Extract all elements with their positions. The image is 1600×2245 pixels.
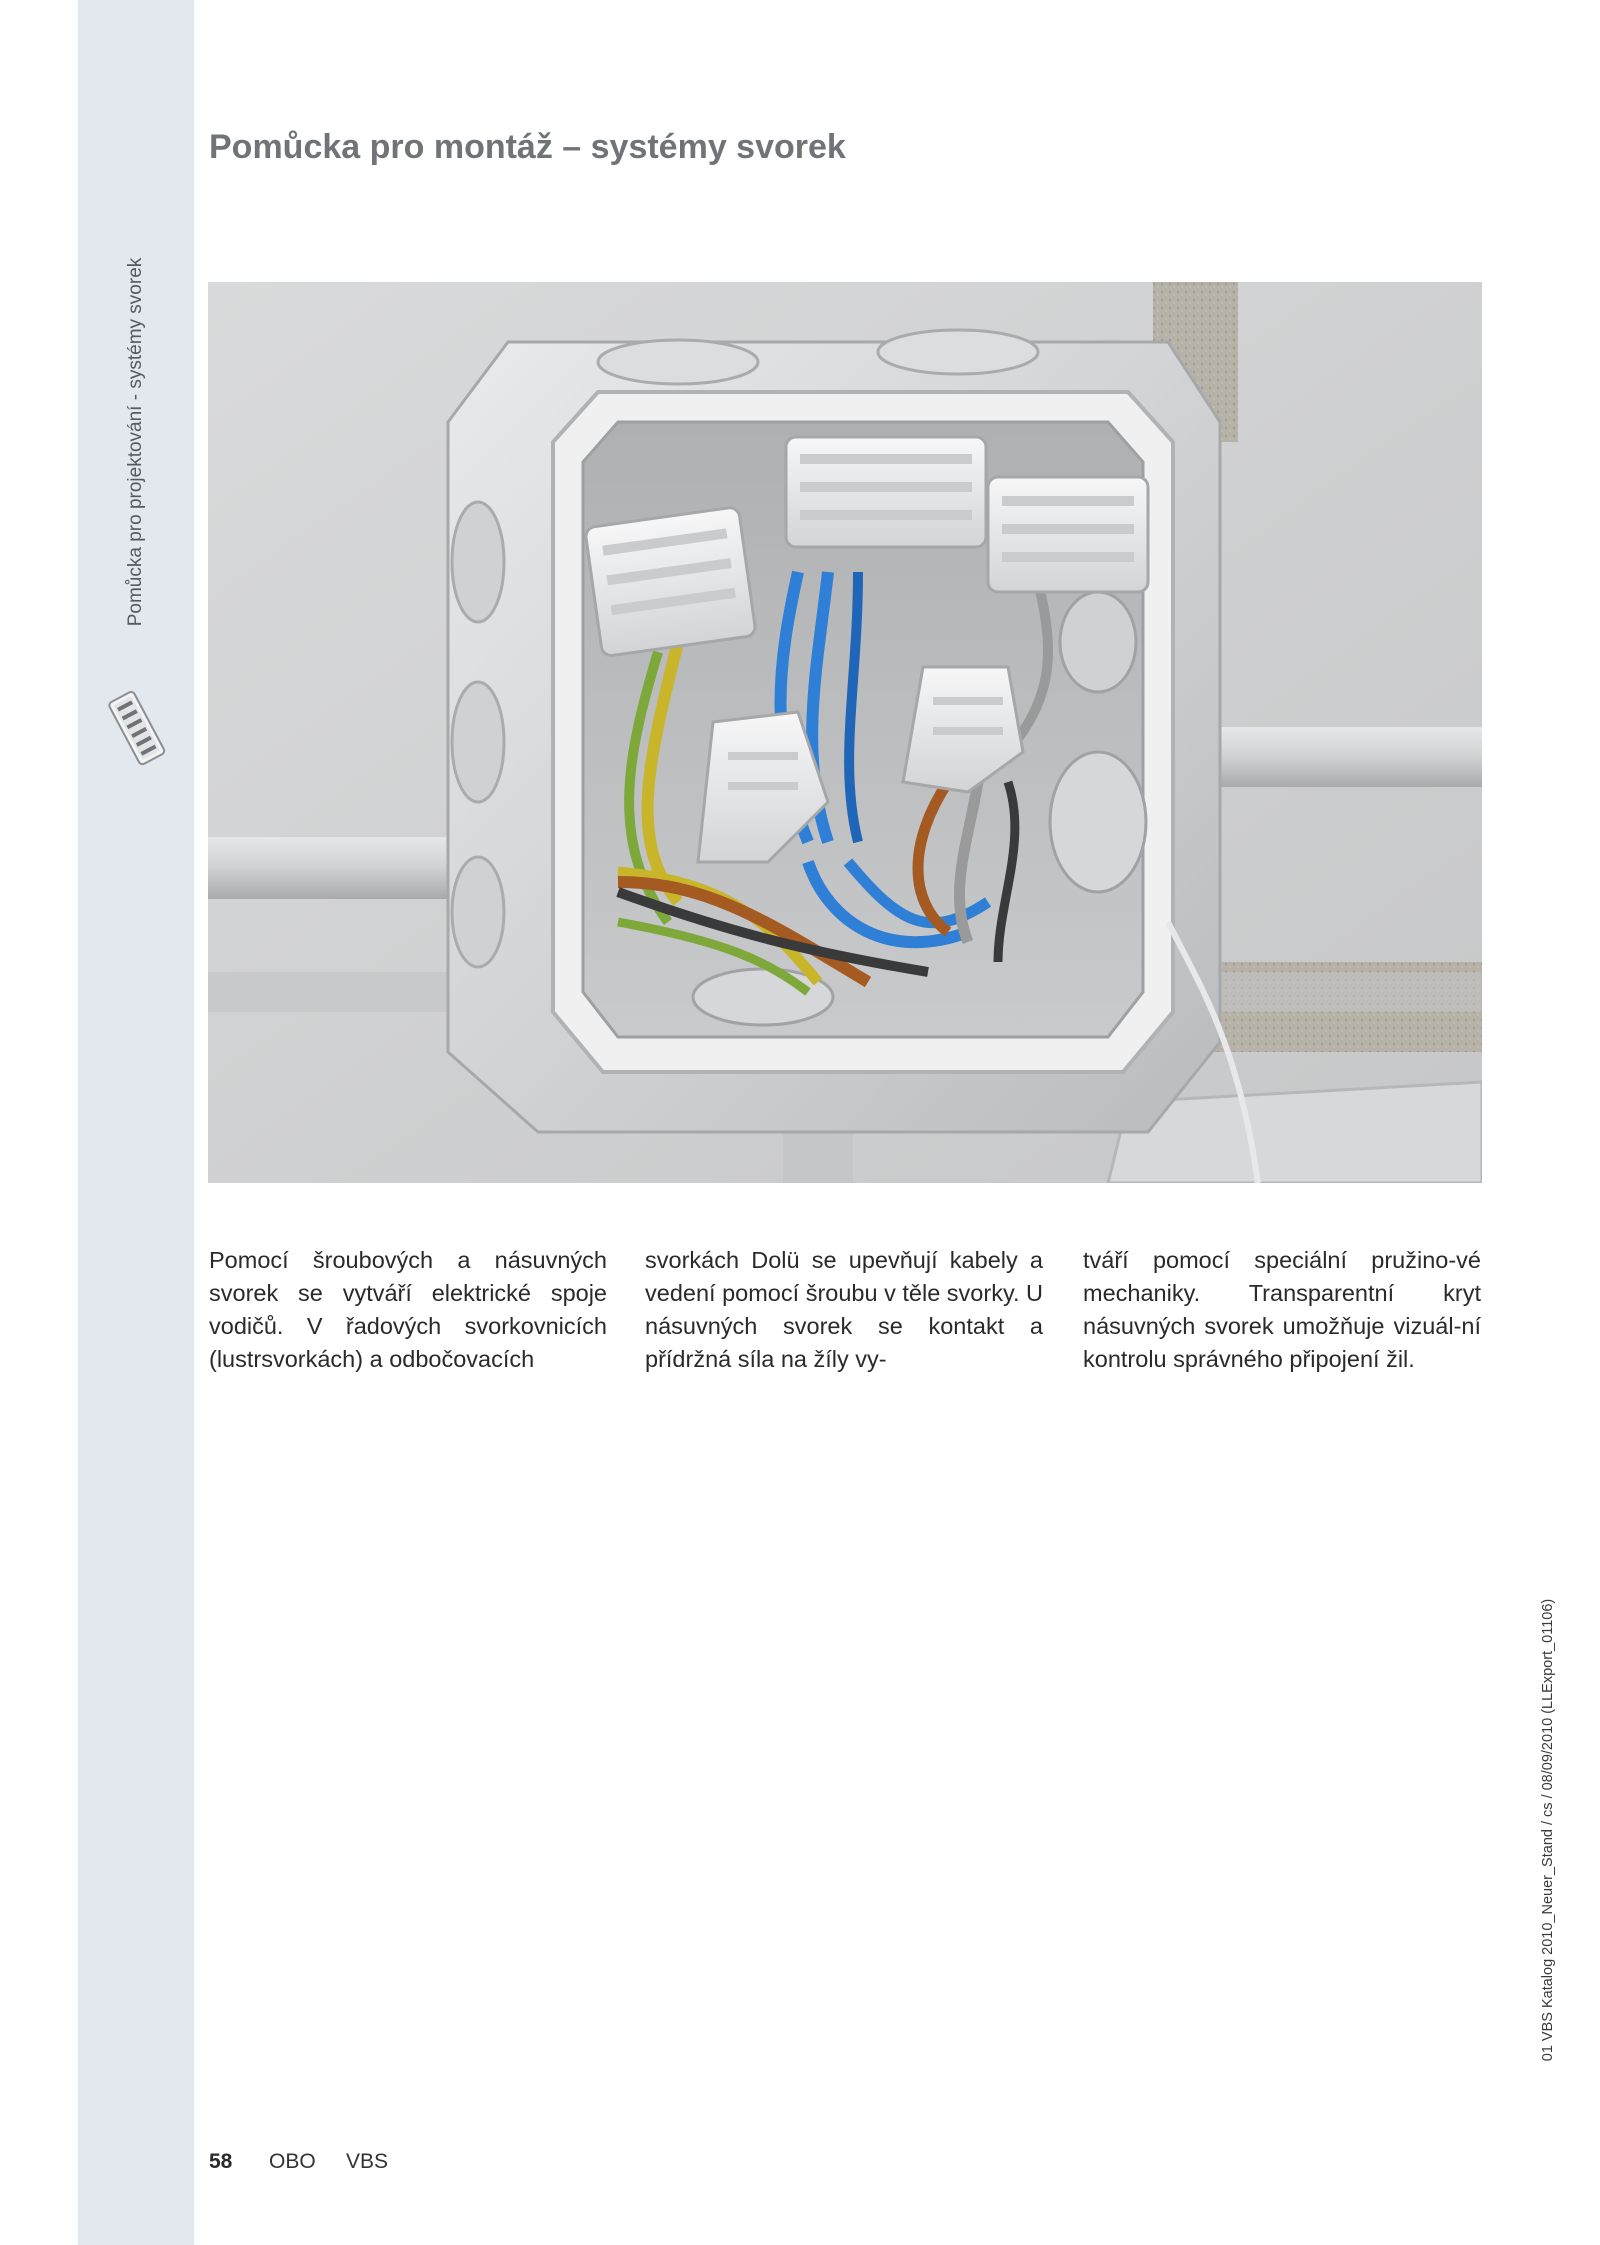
catalog-meta-text: 01 VBS Katalog 2010_Neuer_Stand / cs / 08/09/2010 (LLExport_01106): [1540, 1598, 1556, 2062]
page-number: 58: [209, 2150, 233, 2173]
catalog-meta: [1528, 1595, 1568, 2065]
terminal-clamp-icon: [108, 680, 170, 775]
junction-box-photo: [208, 282, 1482, 1183]
page-title: Pomůcka pro montáž – systémy svorek: [209, 128, 846, 166]
side-section-label-text: Pomůcka pro projektování - systémy svorek: [125, 257, 146, 627]
side-section-label: [78, 232, 194, 652]
body-text-column-2: svorkách Dolü se upevňují kabely a vedení pomocí šroubu v těle svorky. U násuvných svorek se kontakt a přídržná síla na žíly vy-: [645, 1246, 1043, 1372]
body-text-column-3: tváří pomocí speciální pružino-vé mechaniky. Transparentní kryt násuvných svorek umožňuje vizuál-ní kontrolu správného připojení žil.: [1083, 1246, 1481, 1372]
body-text-column-1: Pomocí šroubových a násuvných svorek se vytváří elektrické spoje vodičů. V řadových svorkovnicích (lustrsvorkách) a odbočovacích: [209, 1246, 607, 1372]
footer-brand: OBO: [269, 2150, 316, 2173]
footer-product: VBS: [346, 2150, 389, 2173]
